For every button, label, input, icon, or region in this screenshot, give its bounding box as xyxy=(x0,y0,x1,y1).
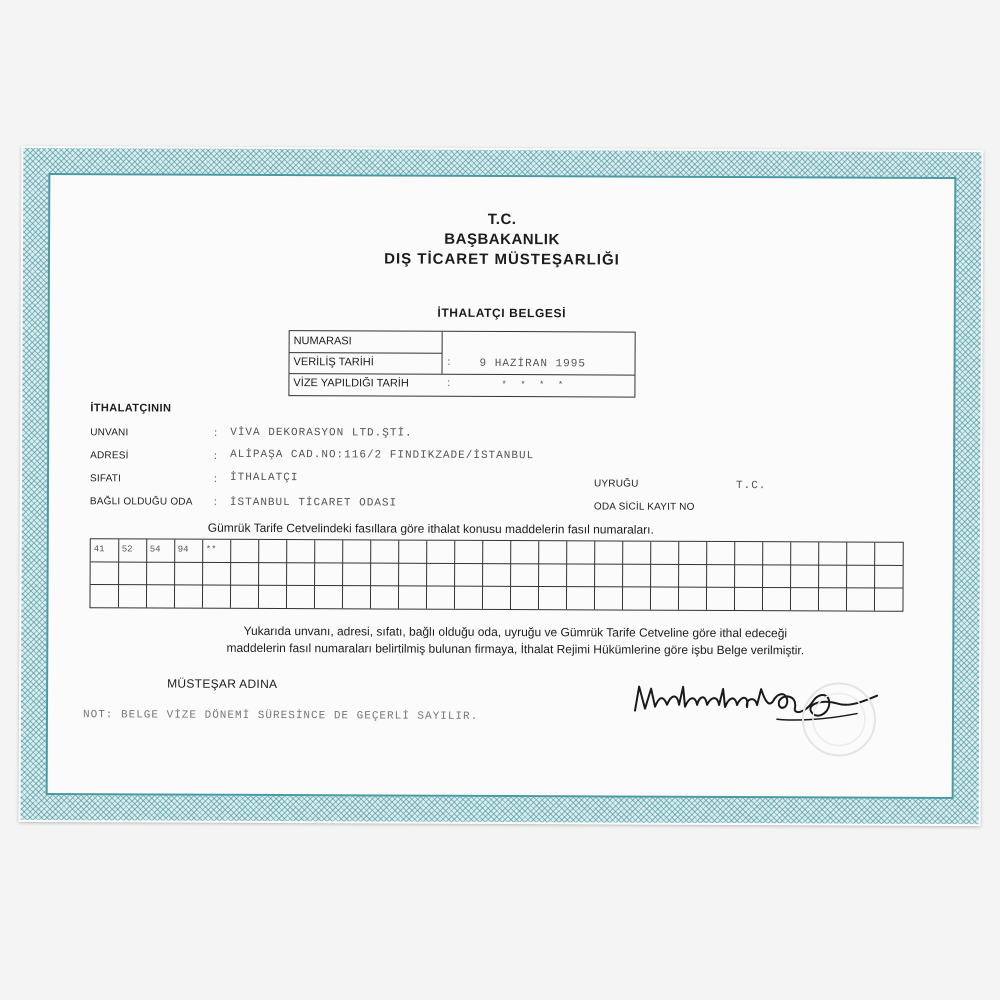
field-label-oda-sicil: ODA SİCİL KAYIT NO xyxy=(593,501,695,513)
header-mustesarlik: DIŞ TİCARET MÜSTEŞARLIĞI xyxy=(384,250,620,269)
importer-heading: İTHALATÇININ xyxy=(90,402,172,415)
field-label-sifati: SIFATI xyxy=(90,473,122,485)
validity-note: NOT: BELGE VİZE DÖNEMİ SÜRESİNCE DE GEÇERLİ SAYILIR. xyxy=(82,709,479,723)
embossed-seal xyxy=(779,679,899,760)
grid-row-line xyxy=(91,562,903,566)
meta-value: 9 HAZİRAN 1995 xyxy=(479,357,586,371)
meta-row-numarasi xyxy=(290,331,635,354)
meta-colon: : xyxy=(447,377,451,389)
field-colon: : xyxy=(213,496,217,508)
meta-row-vize-tarihi xyxy=(289,373,634,396)
field-colon: : xyxy=(214,450,217,462)
certificate-paper xyxy=(19,146,984,826)
meta-label: NUMARASI xyxy=(293,335,352,348)
field-label-adresi: ADRESİ xyxy=(90,450,129,462)
grid-row-line xyxy=(91,585,903,589)
tariff-code: 41 xyxy=(93,544,105,555)
statement xyxy=(109,622,921,660)
statement-line-2: maddelerin fasıl numaraları belirtilmiş bulunan firmaya, İthalat Rejimi Hükümlerine göre işbu Belge verilmiştir. xyxy=(226,640,805,658)
meta-value: * * * * xyxy=(501,380,568,391)
field-value-adresi: ALİPAŞA CAD.NO:116/2 FINDIKZADE/İSTANBUL xyxy=(230,448,535,463)
field-value-uyrugu: T.C. xyxy=(735,480,767,493)
certificate-title: İTHALATÇI BELGESİ xyxy=(437,305,567,321)
field-colon: : xyxy=(214,473,217,485)
header-basbakanlik: BAŞBAKANLIK xyxy=(444,230,560,249)
field-label-oda: BAĞLI OLDUĞU ODA xyxy=(89,496,193,508)
tariff-code: 54 xyxy=(149,544,161,555)
meta-box xyxy=(288,330,635,398)
header-tc: T.C. xyxy=(487,210,517,229)
tariff-code: 94 xyxy=(177,544,189,555)
field-label-unvani: UNVANI xyxy=(90,427,129,439)
meta-label: VİZE YAPILDIĞI TARİH xyxy=(293,377,409,390)
tariff-code: ** xyxy=(205,544,217,555)
tariff-intro: Gümrük Tarife Cetvelindeki fasıllara göre ithalat konusu maddelerin fasıl numaraları. xyxy=(207,520,654,537)
statement-line-1: Yukarıda unvanı, adresi, sıfatı, bağlı olduğu oda, uyruğu ve Gümrük Tarife Cetveline göre ithal edeceği xyxy=(243,623,788,641)
field-colon: : xyxy=(214,427,218,439)
field-value-oda: İSTANBUL TİCARET ODASI xyxy=(229,496,398,510)
tariff-code: 52 xyxy=(121,544,133,555)
meta-row-verilis-tarihi xyxy=(289,352,634,375)
tariff-grid xyxy=(89,538,903,612)
field-value-sifati: İTHALATÇI xyxy=(230,471,299,485)
meta-label: VERİLİŞ TARİHİ xyxy=(293,356,374,369)
field-value-unvani: VİVA DEKORASYON LTD.ŞTİ. xyxy=(230,426,413,440)
meta-colon: : xyxy=(447,356,451,368)
signatory-label: MÜSTEŞAR ADINA xyxy=(167,676,278,692)
field-label-uyrugu: UYRUĞU xyxy=(593,478,639,490)
